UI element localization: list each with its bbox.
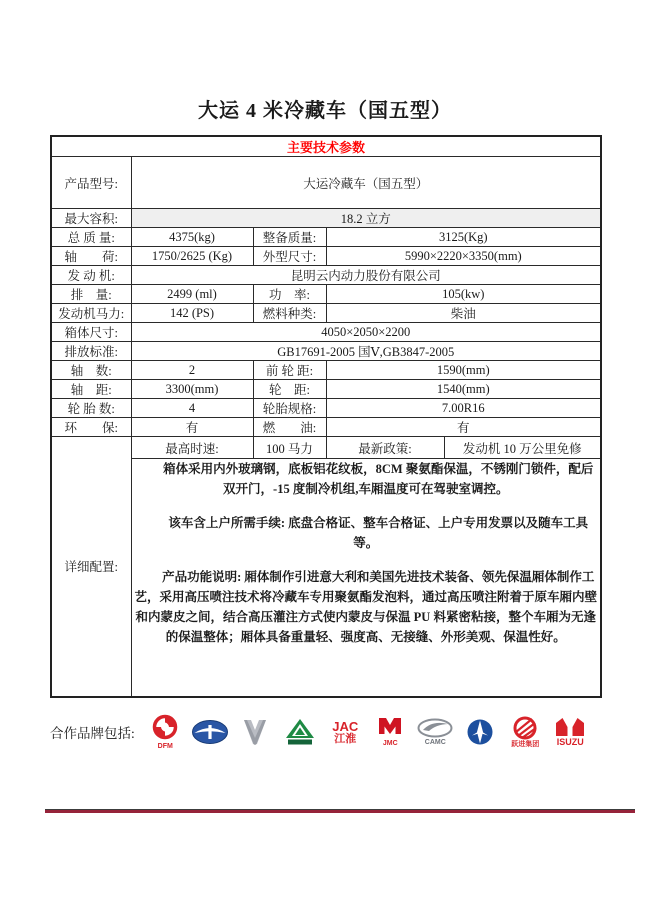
label-wheelbase: 轴 距: xyxy=(51,380,131,399)
value-max-volume: 18.2 立方 xyxy=(131,209,601,228)
cnhtc-logo-icon xyxy=(278,718,323,746)
value-fuel-type: 柴油 xyxy=(326,304,601,323)
value-env: 有 xyxy=(131,418,253,437)
jac-caption-line2: 江淮 xyxy=(334,732,357,745)
label-engine: 发 动 机: xyxy=(51,266,131,285)
faw-logo-icon xyxy=(188,719,233,745)
label-policy: 最新政策: xyxy=(326,437,444,459)
label-tire-count: 轮 胎 数: xyxy=(51,399,131,418)
camc-logo-icon xyxy=(413,718,458,746)
page-title: 大运 4 米冷藏车（国五型） xyxy=(198,100,452,122)
label-axle-count: 轴 数: xyxy=(51,361,131,380)
dfm-caption: DFM xyxy=(157,743,173,750)
value-emission: GB17691-2005 国Ⅴ,GB3847-2005 xyxy=(131,342,601,361)
label-fuel: 燃 油: xyxy=(253,418,326,437)
detail-paragraph: 箱体采用内外玻璃钢，底板铝花纹板，8CM 聚氨酯保温，不锈刚门锁件，配后双开门，-15 度制冷机组,车厢温度可在驾驶室调控。 xyxy=(163,462,594,496)
table-header: 主要技术参数 xyxy=(51,136,601,157)
spec-table xyxy=(50,135,602,698)
value-top-speed: 100 马力 xyxy=(253,437,326,459)
isuzu-caption: ISUZU xyxy=(556,737,584,747)
yuejin-logo-icon xyxy=(503,716,548,748)
label-env: 环 保: xyxy=(51,418,131,437)
blue-rocket-logo-icon xyxy=(458,718,503,746)
label-axle-load: 轴 荷: xyxy=(51,247,131,266)
value-front-track: 1590(mm) xyxy=(326,361,601,380)
label-max-volume: 最大容积: xyxy=(51,209,131,228)
value-dimensions: 5990×2220×3350(mm) xyxy=(326,247,601,266)
table-row xyxy=(51,247,601,266)
jmc-caption: JMC xyxy=(382,740,398,747)
value-policy: 发动机 10 万公里免修 xyxy=(444,437,601,459)
jac-logo-icon xyxy=(323,720,368,745)
label-box-size: 箱体尺寸: xyxy=(51,323,131,342)
label-horsepower: 发动机马力: xyxy=(51,304,131,323)
value-fuel: 有 xyxy=(326,418,601,437)
label-power: 功 率: xyxy=(253,285,326,304)
table-row xyxy=(51,266,601,285)
label-fuel-type: 燃料种类: xyxy=(253,304,326,323)
camc-caption: CAMC xyxy=(424,739,446,746)
value-wheelbase: 3300(mm) xyxy=(131,380,253,399)
value-product-model: 大运冷藏车（国五型） xyxy=(131,157,601,209)
value-power: 105(kw) xyxy=(326,285,601,304)
value-box-size: 4050×2050×2200 xyxy=(131,323,601,342)
label-product-model: 产品型号: xyxy=(51,157,131,209)
value-horsepower: 142 (PS) xyxy=(131,304,253,323)
label-emission: 排放标准: xyxy=(51,342,131,361)
table-row xyxy=(51,399,601,418)
label-top-speed: 最高时速: xyxy=(131,437,253,459)
table-row xyxy=(51,361,601,380)
table-row xyxy=(51,228,601,247)
table-row xyxy=(51,285,601,304)
label-displacement: 排 量: xyxy=(51,285,131,304)
yuejin-caption: 跃进集团 xyxy=(511,741,540,748)
partners-label: 合作品牌包括: xyxy=(50,726,135,741)
table-row xyxy=(51,323,601,342)
value-displacement: 2499 (ml) xyxy=(131,285,253,304)
value-track: 1540(mm) xyxy=(326,380,601,399)
table-row xyxy=(51,418,601,437)
label-front-track: 前 轮 距: xyxy=(253,361,326,380)
value-tire-spec: 7.00R16 xyxy=(326,399,601,418)
label-dimensions: 外型尺寸: xyxy=(253,247,326,266)
silver-chevron-logo-icon xyxy=(233,718,278,746)
partner-brands-row xyxy=(50,714,616,750)
value-axle-load: 1750/2625 (Kg) xyxy=(131,247,253,266)
table-row xyxy=(51,304,601,323)
label-gross-weight: 总 质 量: xyxy=(51,228,131,247)
table-row xyxy=(51,342,601,361)
table-row xyxy=(51,380,601,399)
value-curb-weight: 3125(Kg) xyxy=(326,228,601,247)
table-row xyxy=(51,209,601,228)
value-tire-count: 4 xyxy=(131,399,253,418)
jmc-logo-icon xyxy=(368,717,413,747)
detail-paragraph: 该车含上户所需手续: 底盘合格证、整车合格证、上户专用发票以及随车工具等。 xyxy=(168,516,589,550)
label-tire-spec: 轮胎规格: xyxy=(253,399,326,418)
footer-divider-line xyxy=(45,809,635,813)
jac-caption-line1: JAC xyxy=(332,718,359,734)
label-detail-config: 详细配置: xyxy=(51,437,131,697)
label-curb-weight: 整备质量: xyxy=(253,228,326,247)
value-axle-count: 2 xyxy=(131,361,253,380)
value-engine: 昆明云内动力股份有限公司 xyxy=(131,266,601,285)
label-track: 轮 距: xyxy=(253,380,326,399)
value-gross-weight: 4375(kg) xyxy=(131,228,253,247)
table-row xyxy=(51,459,601,697)
detail-description xyxy=(131,459,601,697)
table-row xyxy=(51,136,601,157)
table-row xyxy=(51,157,601,209)
detail-paragraph: 产品功能说明: 厢体制作引进意大利和美国先进技术装备、领先保温厢体制作工艺，采用高压喷注技术将冷藏车专用聚氨酯发泡料，通过高压喷注附着于原车厢内壁和内蒙皮之间，结合高压灌注方式使内蒙皮与保温 PU 料紧密粘接，整个车厢为无逢的保温整体；厢体具备重量轻、强度高、无接缝、外形美观、保温性好。 xyxy=(134,570,598,644)
isuzu-logo-icon xyxy=(548,717,593,747)
table-row xyxy=(51,437,601,459)
dongfeng-dfm-logo-icon xyxy=(143,714,188,750)
